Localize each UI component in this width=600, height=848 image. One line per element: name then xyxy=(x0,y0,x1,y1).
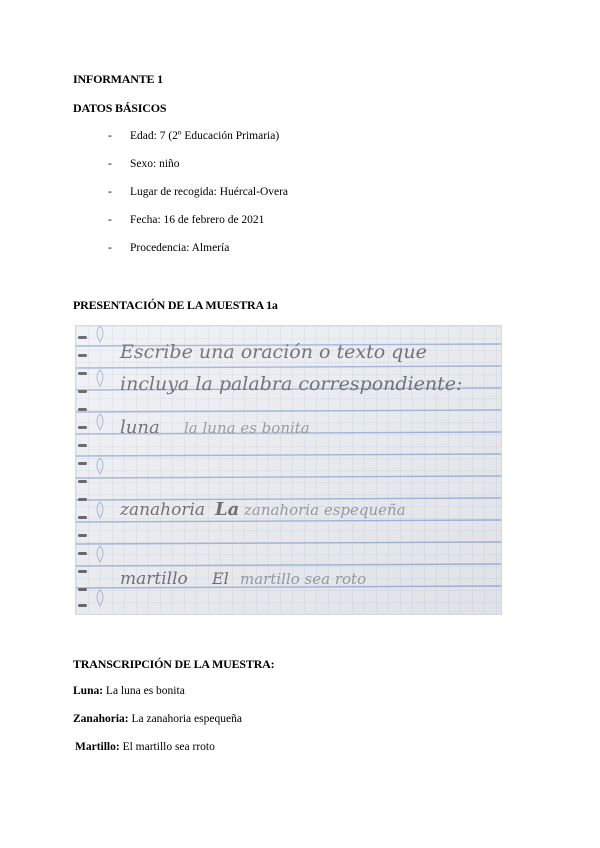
list-item-sex: Sexo: niño xyxy=(130,158,180,170)
transcription-label: Zanahoria: xyxy=(73,713,129,725)
list-item-origin: Procedencia: Almería xyxy=(130,242,230,254)
transcription-text: La luna es bonita xyxy=(105,685,185,697)
list-item-date: Fecha: 16 de febrero de 2021 xyxy=(130,214,265,226)
notebook-photo xyxy=(75,325,502,615)
transcription-luna xyxy=(73,685,185,697)
transcription-text: La zanahoria espequeña xyxy=(131,713,242,725)
transcription-label: Martillo: xyxy=(75,741,120,753)
transcription-label: Luna: xyxy=(73,685,104,697)
informant-heading: INFORMANTE 1 xyxy=(73,72,163,86)
transcription-heading: TRANSCRIPCIÓN DE LA MUESTRA: xyxy=(73,657,275,671)
list-item-place: Lugar de recogida: Huércal-Overa xyxy=(130,186,289,198)
transcription-martillo xyxy=(75,741,215,753)
transcription-zanahoria xyxy=(73,713,242,725)
basic-data-heading: DATOS BÁSICOS xyxy=(73,101,167,115)
sample-heading: PRESENTACIÓN DE LA MUESTRA 1a xyxy=(73,298,278,312)
transcription-text: El martillo sea rroto xyxy=(122,741,215,753)
list-item-age: Edad: 7 (2º Educación Primaria) xyxy=(130,130,280,142)
